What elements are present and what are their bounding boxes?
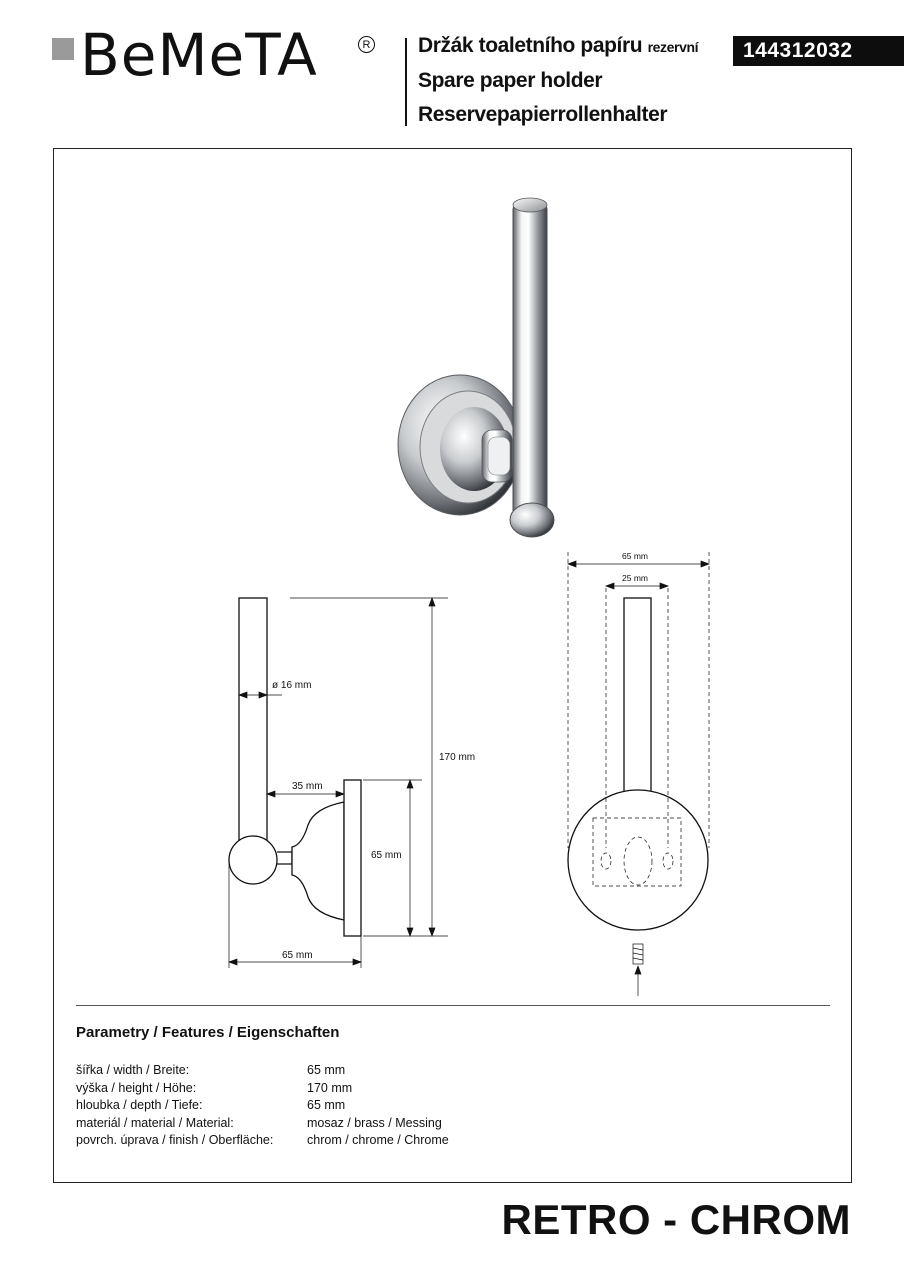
side-view-drawing — [210, 590, 495, 975]
dim-projection: 35 mm — [292, 781, 323, 792]
param-label: hloubka / depth / Tiefe: — [76, 1098, 203, 1112]
param-label: povrch. úprava / finish / Oberfläche: — [76, 1133, 274, 1147]
dim-hole-spacing: 25 mm — [622, 573, 648, 583]
plate-outline — [344, 780, 361, 936]
param-value: chrom / chrome / Chrome — [307, 1133, 449, 1147]
front-rod-outline — [624, 598, 651, 800]
dim-height: 170 mm — [439, 752, 476, 763]
ball-outline — [229, 836, 277, 884]
dim-plate-height: 65 mm — [371, 850, 402, 861]
param-label: šířka / width / Breite: — [76, 1063, 190, 1077]
product-photo — [390, 185, 570, 545]
title-czech — [418, 34, 698, 58]
registered-mark: R — [358, 36, 375, 53]
title-czech-suffix: rezervní — [647, 39, 699, 55]
title-czech-main: Držák toaletního papíru — [418, 34, 643, 57]
section-divider — [76, 1005, 830, 1006]
front-plate-outline — [568, 790, 708, 930]
dim-width: 65 mm — [622, 551, 648, 561]
header-divider — [405, 38, 407, 126]
param-value: 170 mm — [307, 1080, 353, 1095]
parameters-title: Parametry / Features / Eigenschaften — [76, 1024, 340, 1041]
param-label: výška / height / Höhe: — [76, 1080, 197, 1095]
dim-diameter: ø 16 mm — [272, 680, 312, 691]
title-english: Spare paper holder — [418, 69, 603, 92]
series-title: RETRO - CHROM — [501, 1196, 851, 1243]
logo-square — [52, 38, 74, 60]
param-value: 65 mm — [307, 1063, 346, 1077]
front-view-drawing — [560, 548, 720, 1000]
param-value: mosaz / brass / Messing — [307, 1115, 442, 1130]
rod-outline — [239, 598, 267, 848]
brand-logo: BeMeTA — [80, 21, 318, 89]
product-code: 144312032 — [733, 36, 904, 66]
param-label: materiál / material / Material: — [76, 1115, 234, 1130]
title-german: Reservepapierrollenhalter — [418, 103, 668, 126]
param-value: 65 mm — [307, 1098, 346, 1112]
dim-depth: 65 mm — [282, 950, 313, 961]
